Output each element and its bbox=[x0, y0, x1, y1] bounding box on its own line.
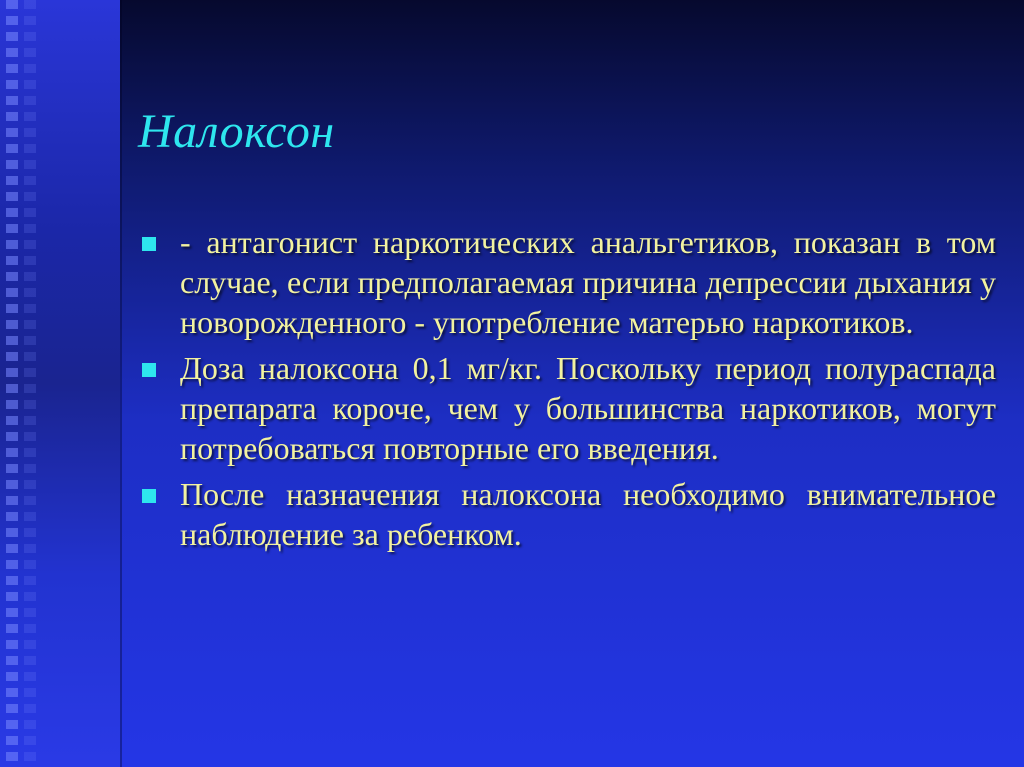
decorative-left-strip bbox=[0, 0, 120, 767]
bullet-item bbox=[140, 222, 996, 342]
square-bullet-icon bbox=[142, 489, 156, 503]
strip-divider bbox=[120, 0, 122, 767]
bullet-text: После назначения налоксона необходимо внимательное наблюдение за ребенком. bbox=[180, 476, 996, 552]
square-bullet-icon bbox=[142, 237, 156, 251]
bullet-text: - антагонист наркотических анальгетиков, показан в том случае, если предполагаемая причина депрессии дыхания у новорожденного - употребление матерью наркотиков. bbox=[180, 224, 996, 340]
decorative-squares-faded bbox=[24, 0, 36, 767]
bullet-list bbox=[140, 222, 996, 560]
decorative-squares bbox=[6, 0, 18, 767]
square-bullet-icon bbox=[142, 363, 156, 377]
slide-title: Налоксон bbox=[138, 105, 335, 158]
bullet-text: Доза налоксона 0,1 мг/кг. Поскольку период полураспада препарата короче, чем у большинства наркотиков, могут потребоваться повторные его введения. bbox=[180, 350, 996, 466]
bullet-item bbox=[140, 348, 996, 468]
bullet-item bbox=[140, 474, 996, 554]
